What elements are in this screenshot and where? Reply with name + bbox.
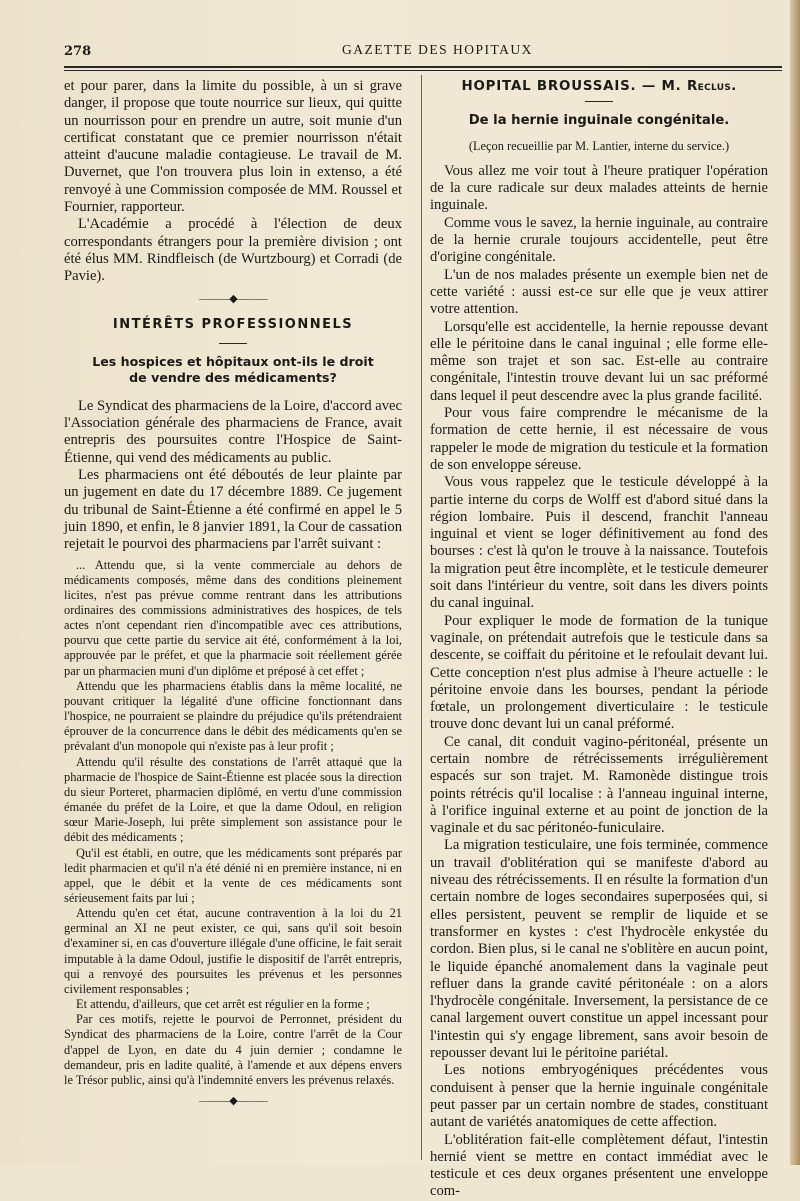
header-rule-thin (64, 70, 782, 71)
intro-paragraph: L'Académie a procédé à l'élection de deux correspondants étrangers pour la première division ; ont été élus MM. Rindfleisch (de Wurtzbourg) et Corradi (de Pavie). (64, 216, 402, 285)
lesson-paragraph: Les notions embryogéniques précédentes vous conduisent à penser que la hernie inguinale congénitale peut passer par un certain nombre de stades, constituant autant de variétés anatomiques de cette affection. (430, 1062, 768, 1131)
quote-paragraph: Attendu qu'il résulte des constations de l'arrêt attaqué que la pharmacie de l'hospice de Saint-Étienne est placée sous la direction du sieur Porteret, pharmacien diplômé, en vertu d'une commission émanée du préfet de la Loire, et que la dame Odoul, en religion sœur Marie-Joseph, lui prête simplement son assistance pour le débit des médicaments ; (64, 754, 402, 845)
lesson-paragraph: Vous allez me voir tout à l'heure pratiquer l'opération de la cure radicale sur deux malades atteints de hernie inguinale. (430, 162, 768, 214)
page-number: 278 (64, 44, 92, 59)
left-column (64, 78, 402, 1118)
lesson-paragraph: La migration testiculaire, une fois terminée, commence un travail d'oblitération qui se manifeste d'abord au niveau des rétrécissements. Il en résulte la formation d'un certain nombre de loges secondaires superposées qui, si elles persistent, peuvent se remplir de liquide et se transformer en kystes : c'est l'hydrocèle enkystée du cordon. Bien plus, si le canal ne s'oblitère en aucun point, le liquide épanché anomalement dans la vaginale peut refluer dans la grande cavité péritonéale : on a alors l'hydrocèle congénitale. Inversement, la persistance de ce canal largement ouvert constitue un appel incessant pour l'intestin qui s'y engage librement, sans avoir besoin de repousser devant lui le péritoine pariétal. (430, 837, 768, 1062)
hospital-section-title (430, 78, 768, 95)
hospital-title-name: Reclus. (687, 79, 737, 94)
lesson-paragraph: Ce canal, dit conduit vagino-péritonéal, présente un certain nombre de rétrécissements irrégulièrement espacés sur son trajet. M. Ramonède distingue trois points rétrécis qu'il localise : à l'anneau inguinal interne, à l'orifice inguinal externe et au point de jonction de la vaginale et du sac péritonéo-funiculaire. (430, 733, 768, 837)
article-title: Les hospices et hôpitaux ont-ils le droit de vendre des médicaments? (92, 353, 374, 385)
quote-paragraph: Et attendu, d'ailleurs, que cet arrêt est régulier en la forme ; (76, 997, 370, 1012)
lesson-paragraph: Pour expliquer le mode de formation de la tunique vaginale, on prétendait autrefois que le testicule dans sa descente, se coiffait du péritoine et le refoulait devant lui. Cette conception n'est plus admise à l'heure actuelle : le péritoine envoie dans les bourses, pendant la période fœtale, un prolongement diverticulaire : le testicule trouve donc devant lui un canal préformé. (430, 612, 768, 733)
quote-paragraph: Attendu que les pharmaciens établis dans la même localité, ne pouvant critiquer la légalité d'une officine fonctionnant dans l'hospice, ne pourraient se plaindre du préjudice qu'ils prétendraient éprouver de la concurrence dans le débit des médicaments qu'en se prévalant d'un monopole qui n'existe pas à leur profit ; (64, 678, 402, 754)
right-column (430, 78, 768, 1201)
lesson-paragraph: Vous vous rappelez que le testicule développé à la partie interne du corps de Wolff est d'abord situé dans la région lombaire. Puis il descend, franchit l'anneau inguinal et vient se loger définitivement au fond des bourses : c'est là qu'on le trouve à la naissance. Toutefois la migration peut être incomplète, et le testicule demeurer soit dans l'intérieur du ventre, soit dans les divers points du canal inguinal. (430, 474, 768, 612)
header-rule-thick (64, 66, 782, 68)
lesson-title: De la hernie inguinale congénitale. (468, 113, 730, 129)
lesson-paragraph: Lorsqu'elle est accidentelle, la hernie repousse devant elle le péritoine dans le canal inguinal ; elle forme elle-même son trajet et son sac. Est-elle au contraire congénitale, l'intestin trouve devant lui un sac préformé dans lequel il peut descendre avec la plus grande facilité. (430, 318, 768, 404)
quote-paragraph: ... Attendu que, si la vente commerciale au dehors de médicaments composés, même dans des conditions pleinement licites, n'est pas prévue comme rentrant dans les attributions ordinaires des commissions administratives des hospices, de tels actes n'ont cependant rien d'incompatible avec ces attributions, pourvu que cette partie du service ait été, conformément à la loi, approuvée par le préfet, et que la pharmacie soit réellement gérée par un pharmacien muni d'un diplôme et préposé à cet effet ; (64, 557, 402, 678)
court-ruling-quote (64, 558, 402, 1088)
intro-paragraph: et pour parer, dans la limite du possible, à un si grave danger, il propose que toute nourrice sur lieux, qui quitte un nourrisson pour en prendre un autre, soit munie d'un certificat constatant que ce premier nourrisson n'était atteint d'aucune maladie contagieuse. Le travail de M. Duvernet, que l'on trouvera plus loin in extenso, a été renvoyé à une Commission composée de MM. Roussel et Fournier, rapporteur. (64, 78, 402, 216)
lesson-paragraph: L'oblitération fait-elle complètement défaut, l'intestin hernié vient se mettre en contact immédiat avec le testicule et ces deux organes présentent une enveloppe com- (430, 1131, 768, 1200)
ornament-separator: ———◆——— (199, 292, 267, 305)
lesson-byline: (Leçon recueillie par M. Lantier, interne du service.) (468, 138, 730, 153)
section-title: INTÉRÊTS PROFESSIONNELS (112, 316, 354, 332)
article-paragraph: Les pharmaciens ont été déboutés de leur plainte par un jugement en date du 17 décembre 1889. Ce jugement du tribunal de Saint-Étienne a été confirmé en appel le 5 juin 1890, et enfin, le 8 janvier 1891, la Cour de cassation rejetait le pourvoi des pharmaciens par l'arrêt suivant : (64, 467, 403, 553)
hospital-title-main: HOPITAL BROUSSAIS. — M. (461, 79, 688, 94)
quote-paragraph: Qu'il est établi, en outre, que les médicaments sont préparés par ledit pharmacien et qu'il n'a été dénié ni en première instance, ni en appel, que le débit et la vente de ces médicaments sont sérieusement faits par lui ; (64, 845, 402, 905)
ornament-separator: ———◆——— (199, 1095, 267, 1107)
lesson-paragraph: L'un de nos malades présente un exemple bien net de cette variété : aussi est-ce sur elle que je veux attirer votre attention. (430, 266, 768, 318)
lesson-paragraph: Pour vous faire comprendre le mécanisme de la formation de cette hernie, il est nécessaire de vous rappeler le mode de migration du testicule et la formation de son enveloppe séreuse. (430, 405, 768, 473)
page-header (64, 40, 782, 62)
quote-paragraph: Par ces motifs, rejette le pourvoi de Perronnet, président du Syndicat des pharmaciens de la Loire, contre l'arrêt de la Cour d'appel de Lyon, en date du 4 juin dernier ; condamne le demandeur, pris en ladite qualité, à l'amende et aux dépens envers le Trésor public, ainsi qu'à l'indemnité envers les prévenus relaxés. (64, 1012, 402, 1087)
journal-title: GAZETTE DES HOPITAUX (342, 42, 533, 57)
quote-paragraph: Attendu qu'en cet état, aucune contravention à la loi du 21 germinal an XI ne peut exister, ce qui, sans qu'il soit besoin d'examiner si, en cas d'ouverture illégale d'une officine, le fait serait imputable à la dame Odoul, justifie le dispositif de l'arrêt entrepris, qui a renvoyé des poursuites les prévenus et les personnes civilement responsables ; (64, 906, 402, 996)
short-rule (219, 343, 247, 344)
article-paragraph: Le Syndicat des pharmaciens de la Loire, d'accord avec l'Association générale des pharmaciens de France, avait entrepris des poursuites contre l'Hospice de Saint-Étienne, qui vend des médicaments au public. (64, 397, 402, 466)
column-divider (421, 75, 422, 1160)
lesson-paragraph: Comme vous le savez, la hernie inguinale, au contraire de la hernie crurale toujours accidentelle, peut être d'origine congénitale. (430, 214, 768, 266)
page-edge (790, 0, 800, 1165)
short-rule (585, 101, 613, 102)
